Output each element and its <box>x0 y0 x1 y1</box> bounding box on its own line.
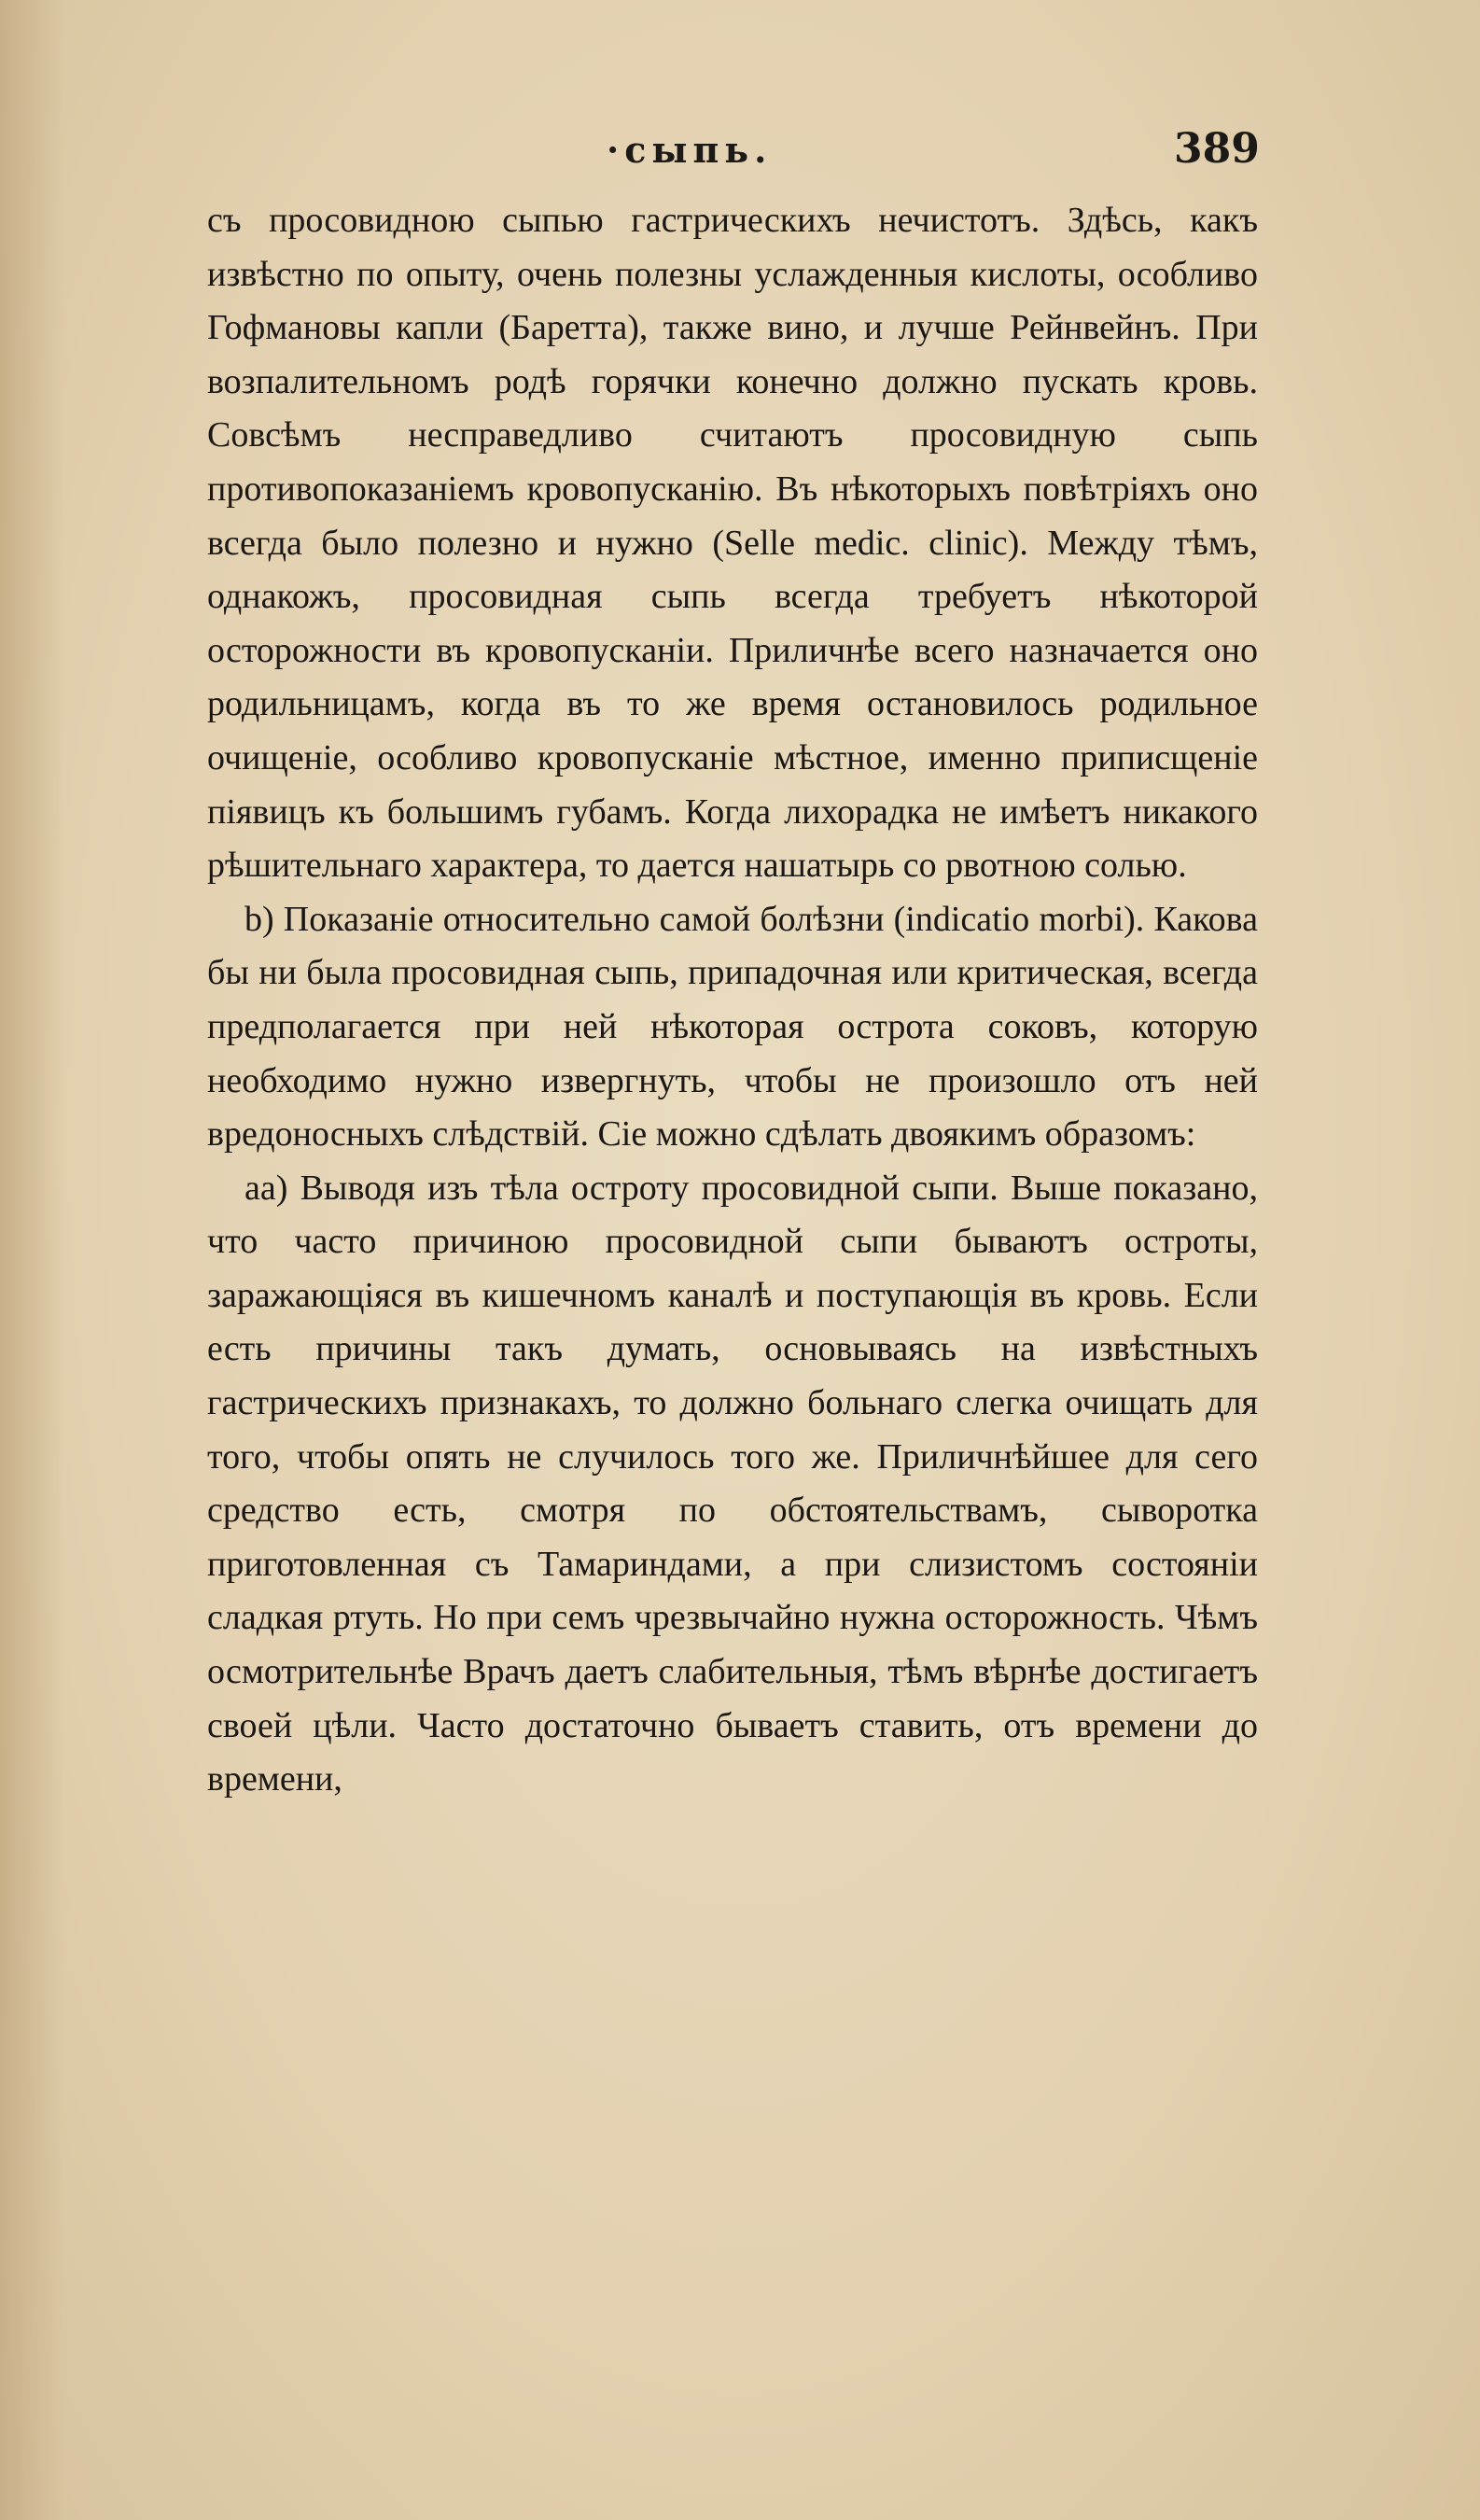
paragraph-2: b) Показаніе относительно самой болѣзни (indicatio morbi). Какова бы ни была просовидная сыпь, припадочная или критическая, всегда предполагается при ней нѣкоторая острота соковъ, которую необходимо нужно извергнуть, чтобы не произошло отъ ней вредоносныхъ слѣдствій. Сіе можно сдѣлать двоякимъ образомъ: <box>207 899 1258 1155</box>
body-text <box>207 194 1258 1807</box>
running-head <box>0 125 1480 185</box>
running-head-title: ·сыпь. <box>607 129 773 171</box>
paragraph-1: съ просовидною сыпью гастрическихъ нечистотъ. Здѣсь, какъ извѣстно по опыту, очень полезны услажденныя кислоты, особливо Гофмановы капли (Баретта), также вино, и лучше Рейнвейнъ. При возпалительномъ родѣ горячки конечно должно пускать кровь. Совсѣмъ несправедливо считаютъ просовидную сыпь противопоказаніемъ кровопусканію. Въ нѣкоторыхъ повѣтріяхъ оно всегда было полезно и нужно (Selle medic. clinic). Между тѣмъ, однакожъ, просовидная сыпь всегда требуетъ нѣкоторой осторожности въ кровопусканіи. Приличнѣе всего назначается оно родильницамъ, когда въ то же время остановилось родильное очищеніе, особливо кровопусканіе мѣстное, именно приписщеніе піявицъ къ большимъ губамъ. Когда лихорадка не имѣетъ никакого рѣшительнаго характера, то дается нашатырь со рвотною солью. <box>207 201 1258 886</box>
paragraph-3: аа) Выводя изъ тѣла остроту просовидной сыпи. Выше показано, что часто причиною просовидной сыпи бываютъ остроты, заражающіяся въ кишечномъ каналѣ и поступающія въ кровь. Если есть причины такъ думать, основываясь на извѣстныхъ гастрическихъ признакахъ, то должно больнаго слегка очищать для того, чтобы опять не случилось того же. Приличнѣйшее для сего средство есть, смотря по обстоятельствамъ, сыворотка приготовленная съ Тамариндами, а при слизистомъ состояніи сладкая ртуть. Но при семъ чрезвычайно нужна осторожность. Чѣмъ осмотрительнѣе Врачъ даетъ слабительныя, тѣмъ вѣрнѣе достигаетъ своей цѣли. Часто достаточно бываетъ ставить, отъ времени до времени, <box>207 1168 1258 1799</box>
page-number: 389 <box>1174 125 1260 173</box>
page-binding-shadow <box>0 0 65 2520</box>
